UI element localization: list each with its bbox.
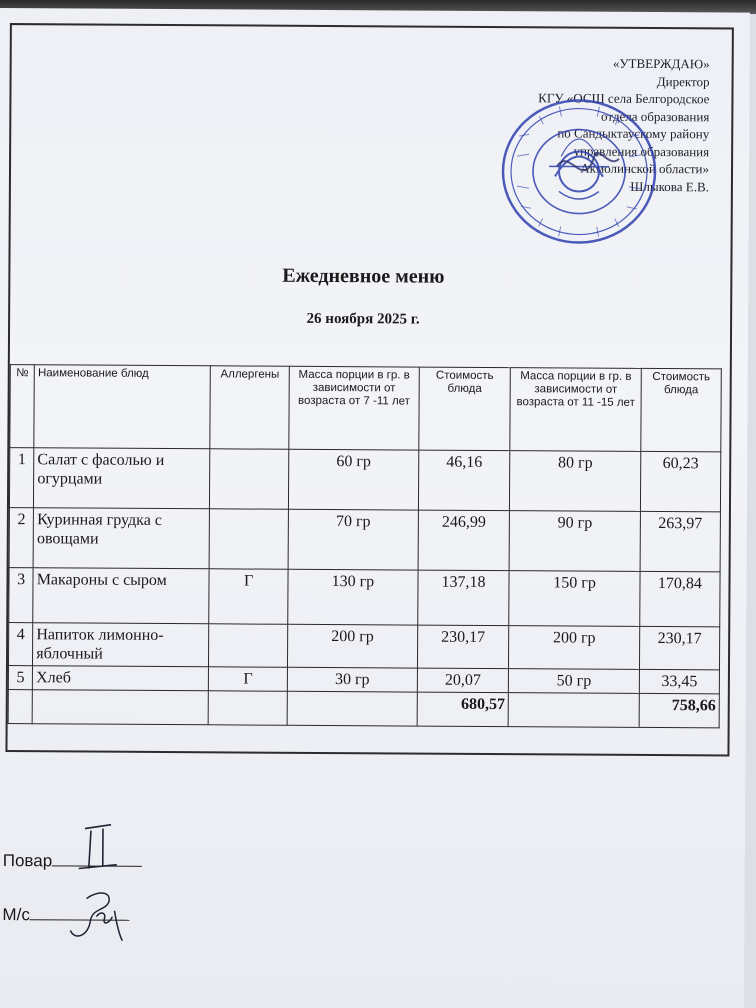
total-cost-11-15: 758,66 — [639, 693, 719, 727]
row-dish-name: Макароны с сыром — [33, 568, 209, 624]
document-title: Ежедневное меню — [282, 264, 445, 288]
approval-line: «УТВЕРЖДАЮ» — [612, 55, 710, 72]
cook-signature-handwriting — [67, 820, 127, 876]
row-num: 2 — [9, 508, 34, 568]
total-empty — [287, 691, 417, 726]
total-empty — [32, 690, 208, 725]
row-mass-7-11: 70 гр — [288, 509, 418, 570]
row-num: 3 — [9, 568, 34, 623]
total-empty — [8, 690, 32, 724]
cook-label: Повар — [2, 851, 53, 871]
row-mass-11-15: 80 гр — [510, 451, 641, 512]
row-mass-11-15: 150 гр — [509, 571, 640, 627]
nurse-signature-handwriting — [56, 880, 136, 950]
table-total-row — [8, 690, 719, 728]
row-cost-7-11: 137,18 — [417, 570, 509, 626]
table-row — [9, 568, 720, 627]
row-cost-7-11: 230,17 — [417, 625, 509, 669]
row-allergen — [209, 624, 288, 667]
row-cost-11-15: 33,45 — [639, 669, 719, 693]
row-mass-11-15: 50 гр — [509, 669, 640, 694]
approval-line: отдела образования — [600, 108, 710, 124]
header-cost-11-15: Стоимость блюда — [641, 368, 722, 451]
row-mass-7-11: 200 гр — [288, 624, 418, 668]
row-mass-7-11: 30 гр — [287, 667, 417, 692]
row-num: 1 — [9, 448, 34, 508]
row-mass-11-15: 90 гр — [509, 511, 640, 572]
row-mass-7-11: 130 гр — [288, 569, 418, 625]
approval-line: КГУ «ОСШ села Белгородское — [538, 90, 710, 107]
row-num: 4 — [8, 623, 32, 666]
row-mass-11-15: 200 гр — [509, 626, 640, 670]
total-empty — [508, 693, 639, 728]
row-cost-11-15: 170,84 — [640, 571, 720, 626]
row-allergen — [210, 449, 289, 509]
table-row — [9, 508, 720, 572]
total-empty — [208, 691, 287, 725]
header-mass-11-15: Масса порции в гр. в зависимости от возраста от 11 -15 лет — [510, 368, 641, 452]
approval-line: Шлыкова Е.В. — [630, 178, 709, 194]
header-num: № — [10, 365, 35, 448]
row-mass-7-11: 60 гр — [289, 449, 419, 510]
row-cost-11-15: 60,23 — [640, 451, 720, 511]
approval-line: управления образования — [573, 143, 710, 159]
row-allergen: Г — [209, 569, 288, 624]
official-stamp-seal — [499, 96, 660, 247]
approval-line: Акмолинской области» — [580, 160, 710, 177]
row-cost-7-11: 20,07 — [417, 668, 509, 693]
nurse-label: М/с — [2, 905, 30, 925]
row-dish-name: Куринная грудка с овощами — [33, 508, 209, 569]
row-num: 5 — [8, 666, 32, 690]
menu-table — [8, 364, 722, 728]
row-allergen — [209, 509, 288, 569]
header-cost-7-11: Стоимость блюда — [418, 367, 510, 451]
header-allergens: Аллергены — [210, 366, 290, 449]
row-dish-name: Хлеб — [33, 666, 209, 691]
row-cost-11-15: 263,97 — [640, 511, 720, 571]
row-cost-7-11: 246,99 — [418, 510, 510, 571]
approval-line: по Сандыктаускому району — [557, 125, 710, 142]
approval-line: Директор — [656, 73, 710, 89]
row-dish-name: Напиток лимонно-яблочный — [33, 623, 209, 667]
row-dish-name: Салат с фасолью и огурцами — [34, 448, 210, 509]
total-cost-7-11: 680,57 — [417, 692, 509, 727]
table-header-row — [10, 365, 721, 452]
row-cost-11-15: 230,17 — [639, 626, 719, 669]
header-dish-name: Наименование блюд — [34, 365, 210, 449]
document-date: 26 ноября 2025 г. — [306, 310, 420, 328]
row-cost-7-11: 46,16 — [418, 450, 510, 511]
header-mass-7-11: Масса порции в гр. в зависимости от возраста от 7 -11 лет — [289, 366, 419, 450]
document-page — [0, 8, 750, 1008]
row-allergen: Г — [208, 667, 287, 691]
table-row — [9, 448, 720, 512]
table-row — [8, 623, 719, 670]
